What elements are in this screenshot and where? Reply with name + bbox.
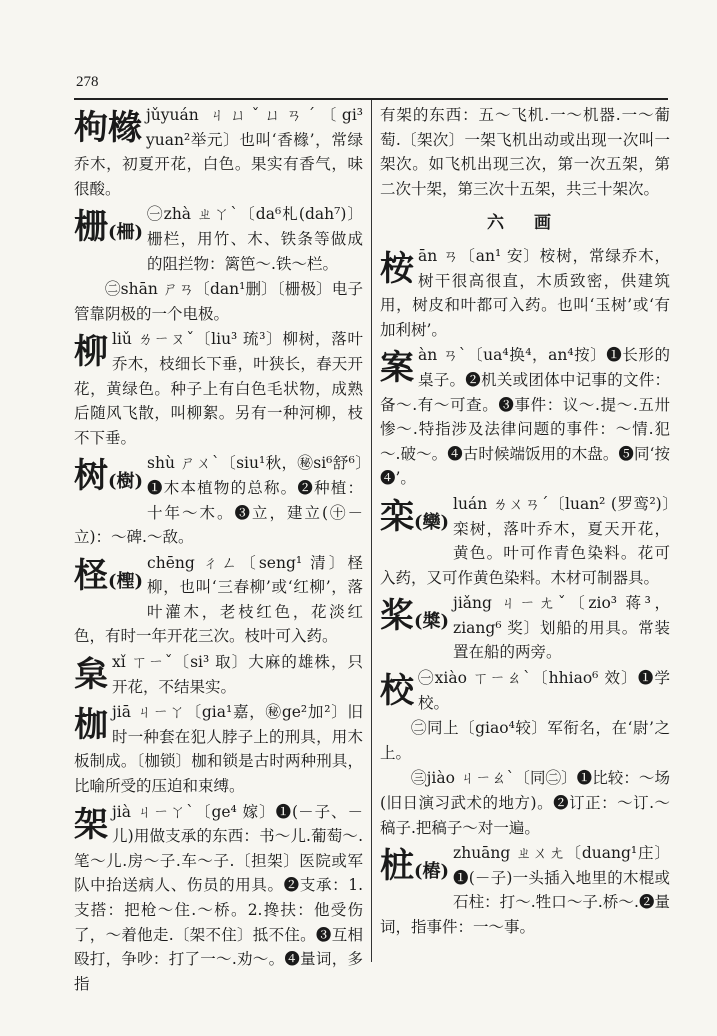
- headword-char: 枷: [74, 705, 108, 746]
- dictionary-entry: [74, 277, 363, 326]
- right-entries: [380, 244, 670, 940]
- headword: [380, 594, 449, 644]
- headword-char: 案: [380, 348, 414, 389]
- entry-definition: ㊁同上〔giao⁴较〕军衔名，在‘尉’之上。: [380, 719, 670, 762]
- headword: [74, 454, 143, 504]
- dictionary-entry: [74, 103, 363, 201]
- traditional-form: (樹): [108, 471, 144, 493]
- entry-definition: jiā ㄐㄧㄚ〔gia¹嘉，㊙ge²加²〕旧时一种套在犯人脖子上的刑具，用木板制成。〔枷锁〕枷和锁是古时两种刑具，比喻所受的压迫和束缚。: [74, 703, 363, 796]
- entry-definition: shù ㄕㄨˋ〔siu¹秋，㊙si⁶舒⁶〕❶木本植物的总称。❷种植：十年～木。❸立，建立(㊉－立)：～碑.～敌。: [74, 454, 363, 547]
- headword-char: 栅: [74, 207, 108, 248]
- entry-definition: ㊁shān ㄕㄢ〔dan¹删〕〔栅极〕电子管靠阴极的一个电极。: [74, 280, 363, 323]
- traditional-form: (柵): [108, 222, 144, 244]
- entry-definition: ㊀xiào ㄒㄧㄠˋ〔hhiao⁶ 效〕❶学校。: [418, 669, 670, 712]
- entry-definition: xǐ ㄒㄧˇ〔si³ 取〕大麻的雄株，只开花，不结果实。: [112, 653, 363, 696]
- headword: [380, 247, 414, 291]
- headword-char: 架: [74, 804, 108, 845]
- entry-definition: jià ㄐㄧㄚˋ〔ge⁴ 嫁〕❶(－子、－儿)用做支承的东西：书～儿.葡萄～.笔～儿.房～子.车～子.〔担架〕医院或军队中抬送病人、伤员的用具。❷支承：1.支搭：把枪～住.～桥。2.搀扶：他受伤了，～着他走.〔架不住〕抵不住。❸互相殴打，争吵：打了一～.劝～。❹量词，多指: [74, 802, 363, 993]
- headword: [74, 205, 143, 255]
- dictionary-entry: [380, 766, 670, 840]
- headword-char: 树: [74, 456, 108, 497]
- page-number: 278: [76, 74, 99, 90]
- section-title: 六 画: [487, 213, 563, 234]
- dictionary-entry: [74, 650, 363, 699]
- headword: [380, 669, 414, 713]
- headword: [74, 106, 142, 150]
- headword: [74, 703, 108, 747]
- dictionary-entry: [380, 591, 670, 665]
- entry-definition: jǔyuán ㄐㄩˇㄩㄢˊ〔gi³ yuan²举元〕也叫‘香橼’，常绿乔木，初夏开花，白色。果实有香气，味很酸。: [74, 106, 363, 198]
- headword-char: 栾: [380, 496, 414, 537]
- dictionary-entry: [380, 666, 670, 715]
- headword: [380, 495, 449, 545]
- dictionary-entry: [74, 800, 363, 997]
- dictionary-entry: [380, 244, 670, 342]
- headword: [74, 330, 108, 374]
- headword-char: 柽: [74, 555, 108, 596]
- entry-definition: chēng ㄔㄥ〔seng¹ 清〕柽柳，也叫‘三春柳’或‘红柳’，落叶灌木，老枝红色，花淡红色，有时一年开花三次。枝叶可入药。: [74, 553, 363, 646]
- headword: [380, 844, 449, 894]
- dictionary-entry: [74, 202, 363, 276]
- headword-char: 枸橼: [74, 108, 142, 148]
- headword: [380, 346, 414, 390]
- column-divider: [371, 100, 372, 962]
- dictionary-entry: [380, 716, 670, 765]
- headword-char: 枲: [74, 655, 108, 696]
- left-column: [74, 103, 363, 997]
- headword-char: 桉: [380, 248, 414, 289]
- entry-definition: ān ㄢ〔an¹ 安〕桉树，常绿乔木，树干很高很直，木质致密，供建筑用，树皮和叶都可入药。也叫‘玉树’或‘有加利树’。: [380, 246, 670, 339]
- dictionary-entry: [74, 327, 363, 450]
- entry-definition: ㊂jiào ㄐㄧㄠˋ〔同㊁〕❶比较：～场(旧日演习武术的地方)。❷订正：～订.～稿子.把稿子～对一遍。: [380, 769, 670, 837]
- traditional-form: (檉): [108, 570, 144, 592]
- dictionary-entry: [380, 492, 670, 590]
- headword: [74, 803, 108, 847]
- headword-char: 桩: [380, 846, 414, 887]
- headword-char: 柳: [74, 332, 108, 373]
- dictionary-entry: [74, 551, 363, 649]
- traditional-form: (樁): [414, 861, 450, 883]
- headword-char: 桨: [380, 596, 414, 637]
- entry-definition: zhuāng ㄓㄨㄤ〔duang¹庄〕❶(－子)一头插入地里的木棍或石柱：打～.牲口～子.桥～.❷量词，指事件：一～事。: [380, 844, 670, 936]
- dictionary-entry: [380, 343, 670, 491]
- entry-definition: àn ㄢˋ〔ua⁴换⁴，an⁴按〕❶长形的桌子。❷机关或团体中记事的文件：备～.有～可查。❸事件：议～.提～.五卅惨～.特指涉及法律问题的事件：～情.犯～.破～。❹古时候端饭用的木盘。❺同‘按❹’。: [380, 346, 670, 488]
- continued-entry: 有架的东西：五～飞机.一～机器.一～葡萄.〔架次〕一架飞机出动或出现一次叫一架次。如飞机出现三次，第一次五架，第二次十架，第三次十五架，共三十架次。: [380, 106, 670, 198]
- headword-char: 校: [380, 671, 414, 712]
- entry-definition: ㊀zhà ㄓㄚˋ〔da⁶札(dah⁷)〕栅栏，用竹、木、铁条等做成的阻拦物：篱笆～.铁～栏。: [147, 205, 363, 273]
- dictionary-entry: [74, 451, 363, 549]
- headword: [74, 554, 143, 604]
- dictionary-entry: [74, 700, 363, 798]
- headword: [74, 653, 108, 697]
- traditional-form: (欒): [414, 511, 450, 533]
- entry-definition: luán ㄌㄨㄢˊ〔luan² (罗鸾²)〕栾树，落叶乔木，夏天开花，黄色。叶可作青色染料。花可入药，又可作黄色染料。木材可制器具。: [380, 494, 670, 587]
- right-column: [380, 103, 670, 941]
- entry-definition: liǔ ㄌㄧㄡˇ〔liu³ 琉³〕柳树，落叶乔木，枝细长下垂，叶狭长，春天开花，黄绿色。种子上有白色毛状物，成熟后随风飞散，叫柳絮。另有一种河柳，枝不下垂。: [74, 330, 363, 447]
- dictionary-entry: [380, 841, 670, 939]
- traditional-form: (槳): [414, 611, 450, 633]
- entry-definition: jiǎng ㄐㄧㄤˇ〔zio³ 蒋³，ziang⁶ 奖〕划船的用具。常装置在船的两旁。: [453, 594, 670, 662]
